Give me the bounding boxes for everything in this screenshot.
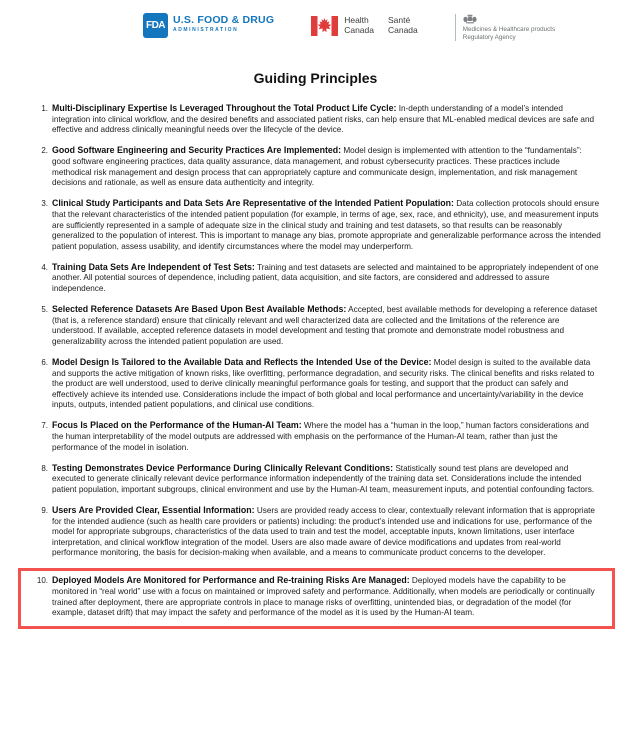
principle-item-9 (33, 505, 601, 559)
principle-heading: Testing Demonstrates Device Performance During Clinically Relevant Conditions: (52, 462, 394, 473)
principle-body: Accepted, best available methods for developing a reference dataset (that is, a reference standard) ensure that clinically relevant and well characterized data are collected and the limitations of the reference are understood. If available, accepted reference datasets in model development and testing that promote and demonstrate model robustness and generalizability across the intended patient population are used. (52, 305, 598, 346)
principle-body: Where the model has a “human in the loop,” human factors considerations and the human interpretability of the model outputs are addressed with emphasis on the performance of the Human-AI team, rather than just the performance of the model in isolation. (52, 421, 589, 452)
principle-item-2 (33, 145, 601, 188)
mhra-logo (455, 14, 555, 41)
principle-body: Deployed models have the capability to be monitored in “real world” use with a focus on maintained or improved safety and performance. Additionally, when models are periodically or continually trained after deployment, there are appropriate controls in place to manage risks of overfitting, unintended bias, or degradation of the model (for example, dataset drift) that may impact the safety and performance of the model as it is used by the Human-AI team. (52, 576, 595, 618)
principle-number: 5. (41, 305, 48, 315)
principle-item-1 (33, 103, 601, 136)
principle-item-6 (33, 357, 601, 411)
principle-item-3 (33, 198, 601, 252)
principle-heading: Model Design Is Tailored to the Available Data and Reflects the Intended Use of the Device: (52, 356, 432, 367)
principle-number: 2. (41, 146, 48, 156)
principle-number: 6. (41, 357, 48, 367)
hc-en-line2: Canada (344, 24, 374, 35)
principle-heading: Clinical Study Participants and Data Sets Are Representative of the Intended Patient Population: (52, 198, 454, 209)
hc-fr-line2: Canada (387, 24, 418, 35)
fda-wordmark-line1: U.S. FOOD & DRUG (173, 14, 275, 26)
principle-heading: Selected Reference Datasets Are Based Upon Best Available Methods: (52, 304, 347, 315)
principle-text (52, 420, 601, 453)
mhra-line1: Medicines & Healthcare products (462, 26, 556, 33)
principle-text (52, 103, 601, 136)
fda-logo-icon: FDA (143, 13, 168, 38)
principle-text (52, 304, 601, 347)
health-canada-logo (311, 13, 418, 36)
principle-heading: Training Data Sets Are Independent of Test Sets: (52, 261, 255, 272)
principle-item-5 (33, 304, 601, 347)
principle-number: 1. (41, 104, 48, 114)
principles-list (33, 103, 601, 629)
principle-heading: Good Software Engineering and Security Practices Are Implemented: (52, 145, 342, 156)
principle-number: 8. (41, 463, 48, 473)
principle-heading: Multi-Disciplinary Expertise Is Leveraged Throughout the Total Product Life Cycle: (52, 103, 397, 114)
principle-text (52, 262, 601, 295)
highlight-annotation-box (18, 568, 615, 628)
canada-flag-icon (311, 16, 338, 36)
principle-item-10 (33, 575, 602, 618)
principle-heading: Users Are Provided Clear, Essential Information: (52, 505, 255, 515)
principle-number: 4. (41, 262, 48, 272)
fda-wordmark (173, 13, 274, 34)
principle-body: Users are provided ready access to clear, contextually relevant information that is appropriate for the intended audience (such as health care providers or patients) including: the product’s intended use and indications for use, performance of the model for appropriate subgroups, characteristics of the data used to train and test the model, acceptable inputs, known limitations, user interface interpretation, and clinical workflow integration of the model. Users are also made aware of device modifications and updates from real-world performance monitoring, the basis for decision-making when available, and a means to communicate product concerns to the developer. (52, 506, 595, 558)
principle-body: Training and test datasets are selected and maintained to be appropriately independent of one another. All potential sources of dependence, including patient, data acquisition, and site factors, are considered and addressed to assure independence. (52, 262, 599, 293)
principle-body: Model design is suited to the available data and supports the active mitigation of known risks, like overfitting, performance degradation, and security risks. The clinical benefits and risks related to the product are well understood, used to derive clinically meaningful performance goals for testing, and support that the product can safely and effectively achieve its intended use. Considerations include the impact of both global and local performance and uncertainty/variability in the device inputs, outputs, intended patient populations, and clinical use conditions. (52, 357, 595, 410)
principle-number: 7. (41, 421, 48, 431)
principle-item-4 (33, 262, 601, 295)
principle-text (52, 198, 601, 252)
agency-logos-header (143, 0, 631, 41)
principle-heading: Focus Is Placed on the Performance of the Human-AI Team: (52, 420, 302, 431)
principle-number: 10. (36, 576, 48, 586)
fda-logo (143, 13, 274, 38)
page-title: Guiding Principles (253, 70, 378, 87)
mhra-crest-icon (463, 14, 477, 24)
principle-text (52, 463, 601, 496)
principle-text (52, 145, 601, 188)
principle-text (52, 505, 601, 559)
principle-item-7 (33, 420, 601, 453)
principle-body: Data collection protocols should ensure that the relevant characteristics of the intended patient population (for example, in terms of age, sex, race, and ethnicity), use, and measurement inputs are sufficiently represented in a sample of adequate size in the clinical study and training and test datasets, so that results can be reasonably generalized to the population of interest. This is important to manage any bias, promote appropriate and generalizable performance across the intended patient population, assess usability, and identify circumstances where the model may underperform. (52, 199, 601, 251)
principle-body: Statistically sound test plans are developed and executed to generate clinically relevant device performance information independently of the training data set. Considerations include the intended patient population, important subgroups, clinical environment and use by the Human-AI team, measurement inputs, and potential confounding factors. (52, 463, 595, 494)
principle-text (52, 575, 602, 618)
mhra-line2: Regulatory Agency (462, 33, 516, 41)
hc-fr-line1: Santé (387, 15, 411, 25)
health-canada-english (344, 13, 374, 35)
principle-item-8 (33, 463, 601, 496)
principle-heading: Deployed Models Are Monitored for Performance and Re-training Risks Are Managed: (52, 575, 410, 586)
principle-body: In-depth understanding of a model’s intended integration into clinical workflow, and the desired benefits and associated patient risks, can help ensure that ML-enabled medical devices are safe and effective and address clinically meaningful needs over the lifecycle of the device. (52, 104, 595, 135)
principle-number: 3. (41, 199, 48, 209)
principle-number: 9. (41, 506, 48, 515)
fda-wordmark-line2: ADMINISTRATION (173, 27, 239, 33)
hc-en-line1: Health (344, 15, 369, 25)
principle-body: Model design is implemented with attention to the “fundamentals”: good software engineering practices, data quality assurance, data management, and robust cybersecurity practices. These practices include methodical risk management and design process that can appropriately capture and communicate design, implementation, and risk management decisions and rationale, as well as ensure data authenticity and integrity. (52, 146, 582, 188)
health-canada-french (388, 13, 418, 35)
principle-text (52, 357, 601, 411)
